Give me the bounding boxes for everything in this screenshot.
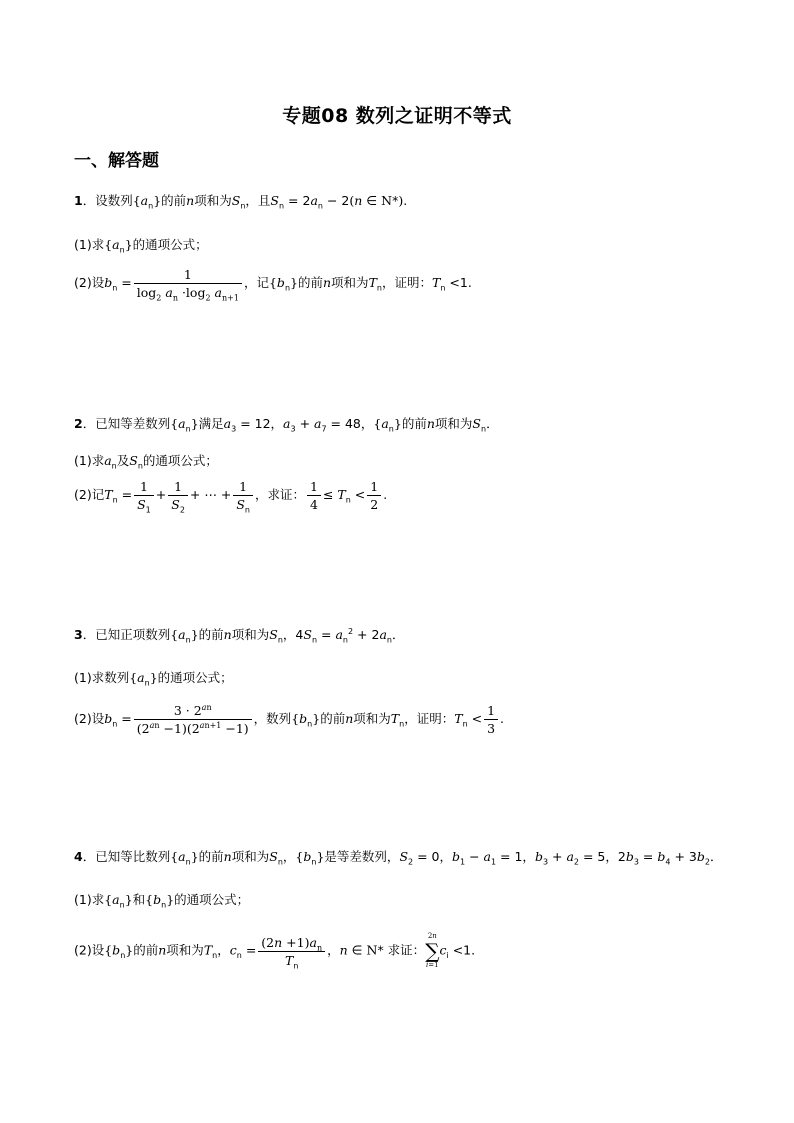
problem-3-part-2: (2)设$b_n$ = $\frac{3 \cdot 2^{an}}{(2^{an} -1)(2^{an+1} -1)}$ ，数列$\{b_n\}$的前n项和为$T_n$，证明：$T_n$ < $\frac{1}{3}$ . (74, 702, 505, 736)
problem-4-part-1: (1)求$\{a_n\}$和$\{b_n\}$的通项公式； (74, 892, 250, 910)
problem-3-stem: 3．已知正项数列$\{a_n\}$的前n项和为$S_n$，$4S_n = a_n^2 + 2a_n$． (74, 626, 405, 645)
problem-2-part-2: (2)记$T_n$ = $\frac{1}{S_1}$ + $\frac{1}{S_2}$ + ⋯ + $\frac{1}{S_n}$ ，求证： $\frac{1}{4}$ ≤ $T_n$ < $\frac{1}{2}$ . (74, 479, 388, 515)
problem-2-part-1: (1)求$a_n$及$S_n$的通项公式； (74, 453, 218, 471)
problem-2-stem: 2．已知等差数列$\{a_n\}$满足$a_3 = 12$，$a_3 + a_7 = 48$，$\{a_n\}$的前n项和为$S_n$． (74, 416, 499, 434)
problem-4-part-2: (2)设$\{b_n\}$的前n项和为$T_n$，$c_n$ = $\frac{(2n +1)a_n}{T_n}$ ，n ∈ N* 求证： 2n ∑ i=1 $c_i <1$. (74, 932, 476, 970)
section-heading: 一、解答题 (74, 151, 159, 171)
problem-3-part-1: (1)求数列$\{a_n\}$的通项公式； (74, 670, 233, 688)
document-title: 专题08 数列之证明不等式 (282, 105, 512, 127)
fraction: $\frac{1}{\log_2 a_n \cdot\log_2 a_{n+1}}$ (134, 266, 242, 301)
problem-1-part-2: (2)设$b_n$ = $\frac{1}{\log_2 a_n \cdot\log_2 a_{n+1}}$ ，记$\{b_n\}$的前n项和为$T_n$，证明：$T_n <1$. (74, 267, 472, 303)
problem-1-stem: 1．设数列$\{a_n\}$的前n项和为$S_n$，且$S_n = 2a_n - 2(n$ ∈ N*). (74, 193, 408, 211)
problem-4-stem: 4．已知等比数列$\{a_n\}$的前n项和为$S_n$，$\{b_n\}$是等差数列，$S_2 = 0$，$b_1 - a_1 = 1$，$b_3 + a_2 = 5$，$2b_3 = b_4 + 3b_2$． (74, 849, 723, 867)
problem-1-part-1: (1)求$\{a_n\}$的通项公式； (74, 237, 208, 255)
